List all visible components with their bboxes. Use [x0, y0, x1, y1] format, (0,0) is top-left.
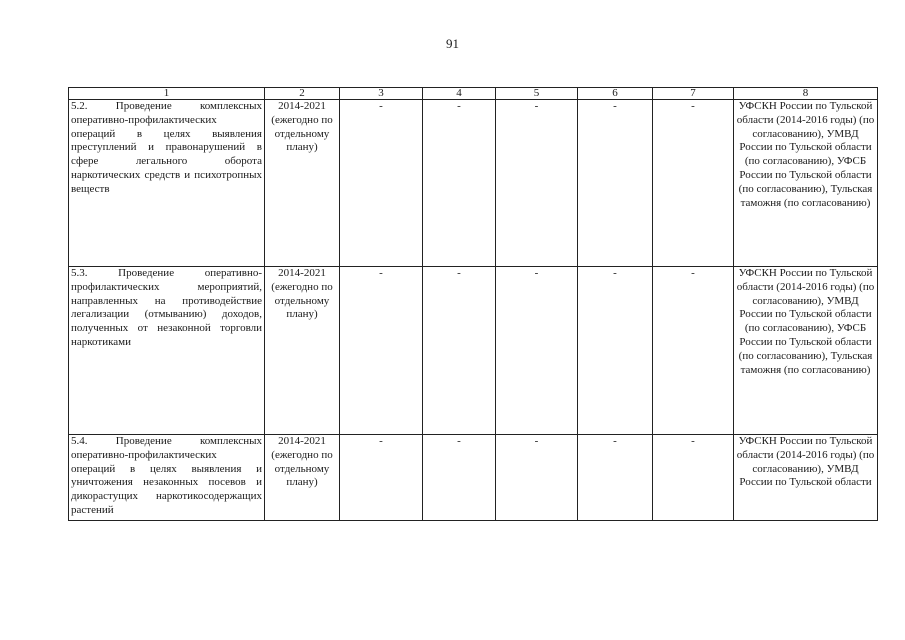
value-cell: -	[340, 435, 423, 521]
header-cell: 1	[69, 88, 265, 100]
table-row	[69, 267, 878, 435]
value-cell: -	[653, 435, 734, 521]
value-cell: -	[496, 435, 578, 521]
header-cell: 7	[653, 88, 734, 100]
table-row	[69, 100, 878, 267]
header-cell: 3	[340, 88, 423, 100]
value-cell: -	[578, 435, 653, 521]
value-cell: -	[496, 100, 578, 267]
measures-table	[68, 87, 878, 521]
executors-cell: УФСКН России по Тульской области (2014-2016 годы) (по согласованию), УМВД России по Тульской области (по согласованию), УФСБ России по Тульской области (по согласованию), Тульская таможня (по согласованию)	[734, 100, 878, 267]
measure-cell: 5.3. Проведение оперативно-профилактических мероприятий, направленных на противодействие легализации (отмыванию) доходов, полученных от незаконной торговли наркотиками	[69, 267, 265, 435]
header-cell: 4	[423, 88, 496, 100]
header-cell: 5	[496, 88, 578, 100]
value-cell: -	[653, 267, 734, 435]
header-cell: 6	[578, 88, 653, 100]
page-number: 91	[446, 36, 459, 51]
table-header-row	[69, 88, 878, 100]
value-cell: -	[653, 100, 734, 267]
header-cell: 8	[734, 88, 878, 100]
executors-cell: УФСКН России по Тульской области (2014-2016 годы) (по согласованию), УМВД России по Тульской области	[734, 435, 878, 521]
term-cell: 2014-2021 (ежегодно по отдельному плану)	[265, 100, 340, 267]
term-cell: 2014-2021 (ежегодно по отдельному плану)	[265, 267, 340, 435]
table-row	[69, 435, 878, 521]
value-cell: -	[340, 100, 423, 267]
value-cell: -	[423, 100, 496, 267]
value-cell: -	[578, 100, 653, 267]
value-cell: -	[340, 267, 423, 435]
value-cell: -	[496, 267, 578, 435]
measure-cell: 5.2. Проведение комплексных оперативно-профилактических операций в целях выявления преступлений и правонарушений в сфере легального оборота наркотических средств и психотропных веществ	[69, 100, 265, 267]
measure-cell: 5.4. Проведение комплексных оперативно-профилактических операций в целях выявления и уничтожения незаконных посевов и дикорастущих наркотикосодержащих растений	[69, 435, 265, 521]
executors-cell: УФСКН России по Тульской области (2014-2016 годы) (по согласованию), УМВД России по Тульской области (по согласованию), УФСБ России по Тульской области (по согласованию), Тульская таможня (по согласованию)	[734, 267, 878, 435]
value-cell: -	[423, 435, 496, 521]
header-cell: 2	[265, 88, 340, 100]
value-cell: -	[423, 267, 496, 435]
term-cell: 2014-2021 (ежегодно по отдельному плану)	[265, 435, 340, 521]
value-cell: -	[578, 267, 653, 435]
